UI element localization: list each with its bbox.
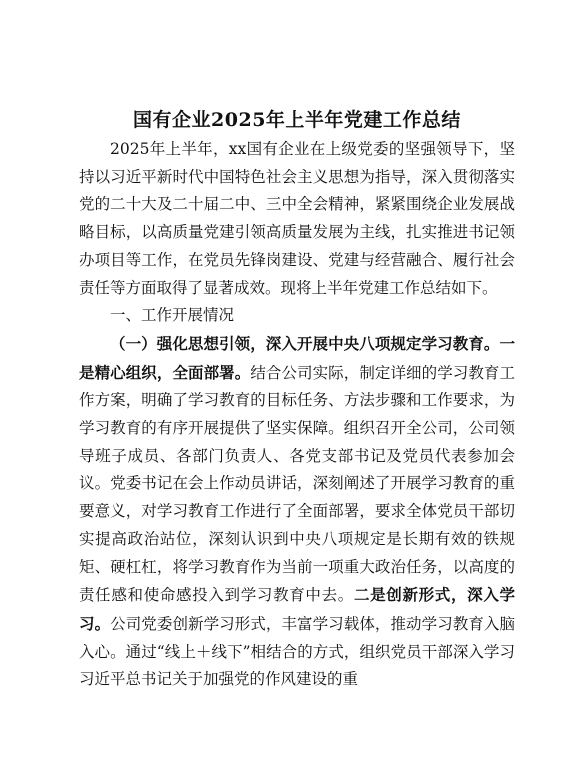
point-label: 二是创新形式，深入学习。 xyxy=(79,585,515,633)
point-text: 公司党委创新学习形式，丰富学习载体，推动学习教育入脑入心。通过“线上＋线下”相结合的方式，组织党员干部深入学习习近平总书记关于加强党的作风建设的重 xyxy=(79,614,515,689)
point-text: 结合公司实际，制定详细的学习教育工作方案，明确了学习教育的目标任务、方法步骤和工作要求，为学习教育的有序开展提供了坚实保障。组织召开全公司，公司领导班子成员、各部门负责人、各党支部书记及党员代表参加会议。党委书记在会上作动员讲话，深刻阐述了开展学习教育的重要意义，对学习教育工作进行了全面部署，要求全体党员干部切实提高政治站位，深刻认识到中央八项规定是长期有效的铁规矩、硬杠杠，将学习教育作为当前一项重大政治任务，以高度的责任感和使命感投入到学习教育中去。 xyxy=(79,363,515,605)
document-body xyxy=(79,106,515,694)
point-label: 一是精心组织，全面部署。 xyxy=(79,333,515,382)
intro-paragraph: 2025年上半年，xx国有企业在上级党委的坚强领导下，坚持以习近平新时代中国特色社会主义思想为指导，深入贯彻落实党的二十大及二十届二中、三中全会精神，紧紧围绕企业发展战略目标，以高质量党建引领高质量发展为主线，扎实推进书记领办项目等工作，在党员先锋岗建设、党建与经营融合、履行社会责任等方面取得了显著成效。现将上半年党建工作总结如下。 xyxy=(79,140,515,297)
section-heading: 一、工作开展情况 xyxy=(110,306,235,325)
document-title: 国有企业2025年上半年党建工作总结 xyxy=(133,109,461,131)
body-paragraph xyxy=(79,330,515,694)
subsection-heading: （一）强化思想引领，深入开展中央八项规定学习教育。 xyxy=(110,333,500,353)
